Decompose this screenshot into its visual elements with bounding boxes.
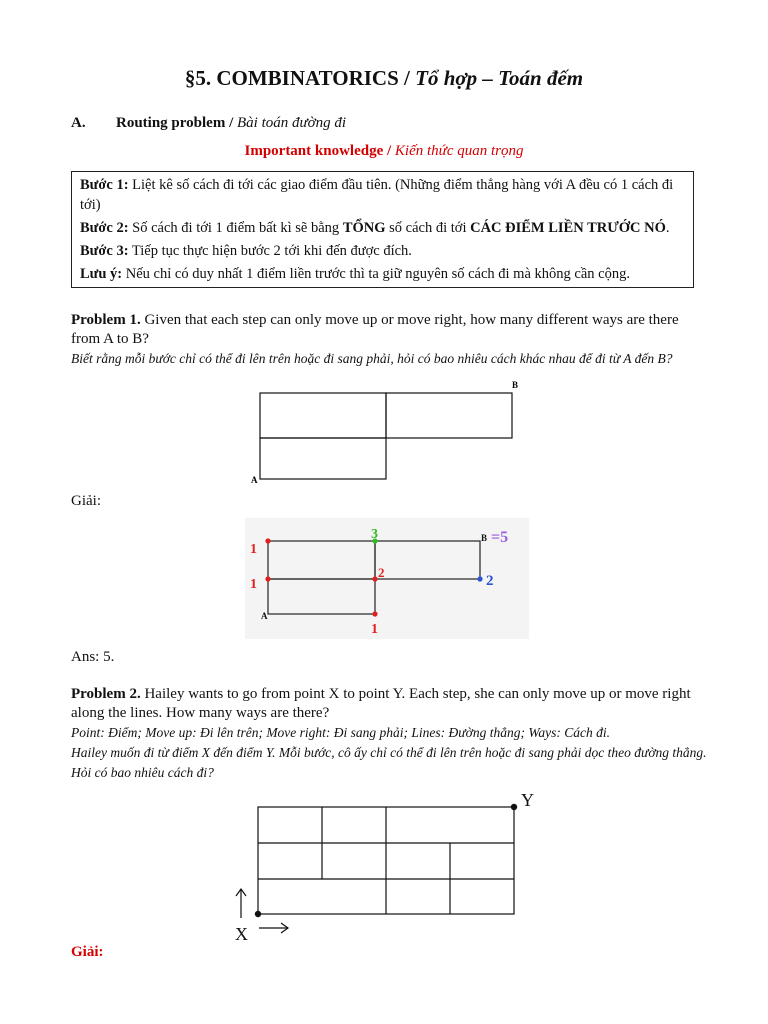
problem-1-text-vi: Biết rằng mỗi bước chỉ có thể đi lên trên hoặc đi sang phải, hỏi có bao nhiêu cách khác nhau để đi từ A đến B? [71, 351, 673, 366]
step-2-text-b: TỔNG [342, 220, 386, 236]
problem-1-label: Problem 1. [71, 312, 141, 328]
annotation-left-mid: 1 [250, 577, 257, 592]
section-a-label: A. [71, 115, 86, 131]
step-2-text-c: số cách đi tới [385, 220, 471, 236]
problem-1-text: Given that each step can only move up or move right, how many different ways are there from A to B? [71, 312, 679, 347]
step-3-label: Bước 3: [80, 243, 129, 259]
knowledge-heading-vi: Kiến thức quan trọng [394, 143, 524, 159]
step-3-text: Tiếp tục thực hiện bước 2 tới khi đến được đích. [128, 243, 412, 259]
section-a-title: Routing problem / [116, 115, 237, 131]
problem-2-label: Problem 2. [71, 686, 141, 702]
point-y-dot [511, 804, 517, 810]
solution-point-b: B [481, 533, 488, 543]
point-y-label: Y [521, 790, 534, 810]
problem-1-answer: Ans: 5. [71, 649, 115, 665]
solution-1-label: Giải: [71, 493, 101, 509]
problem-2-glossary: Point: Điểm; Move up: Đi lên trên; Move right: Đi sang phải; Lines: Đường thẳng; Ways: Cách đi. [71, 725, 610, 740]
section-a-title-vi: Bài toán đường đi [237, 115, 347, 131]
step-2-text-a: Số cách đi tới 1 điểm bất kì sẽ bằng [128, 220, 343, 236]
annotation-center-mid: 2 [378, 565, 385, 580]
title-italic: Tổ hợp – Toán đếm [415, 66, 584, 90]
annotation-right-mid: 2 [486, 573, 494, 589]
point-a-label: A [251, 475, 258, 485]
step-2-label: Bước 2: [80, 220, 129, 236]
step-2-text-d: CÁC ĐIỂM LIỀN TRƯỚC NÓ [470, 220, 666, 236]
problem-2-text: Hailey wants to go from point X to point Y. Each step, she can only move up or move right along the lines. How many ways are there? [71, 686, 691, 721]
step-1-label: Bước 1: [80, 177, 129, 193]
annotation-b-total: =5 [491, 529, 509, 546]
note-label: Lưu ý: [80, 266, 123, 282]
knowledge-heading-en: Important knowledge / [244, 143, 395, 159]
annotation-left-top: 1 [250, 542, 257, 557]
point-x-label: X [235, 924, 248, 944]
title-main: §5. COMBINATORICS / [184, 66, 416, 90]
solution-2-label: Giải: [71, 944, 104, 960]
step-2-text-e: . [665, 220, 670, 236]
point-x-dot [255, 911, 261, 917]
point-b-label: B [512, 380, 519, 390]
solution-point-a: A [261, 611, 268, 621]
note-text: Nếu chỉ có duy nhất 1 điểm liền trước thì ta giữ nguyên số cách đi mà không cần cộng. [122, 266, 630, 282]
annotation-center-top: 3 [371, 527, 378, 542]
problem-2-text-vi: Hailey muốn đi từ điểm X đến điểm Y. Mỗi bước, cô ấy chỉ có thể đi lên trên hoặc đi sang phải dọc theo đường thẳng. Hỏi có bao nhiêu cách đi? [71, 745, 707, 780]
annotation-center-bottom: 1 [371, 622, 378, 637]
step-1-text: Liệt kê số cách đi tới các giao điểm đầu tiên. (Những điểm thẳng hàng với A đều có 1 cách đi tới) [80, 177, 674, 213]
